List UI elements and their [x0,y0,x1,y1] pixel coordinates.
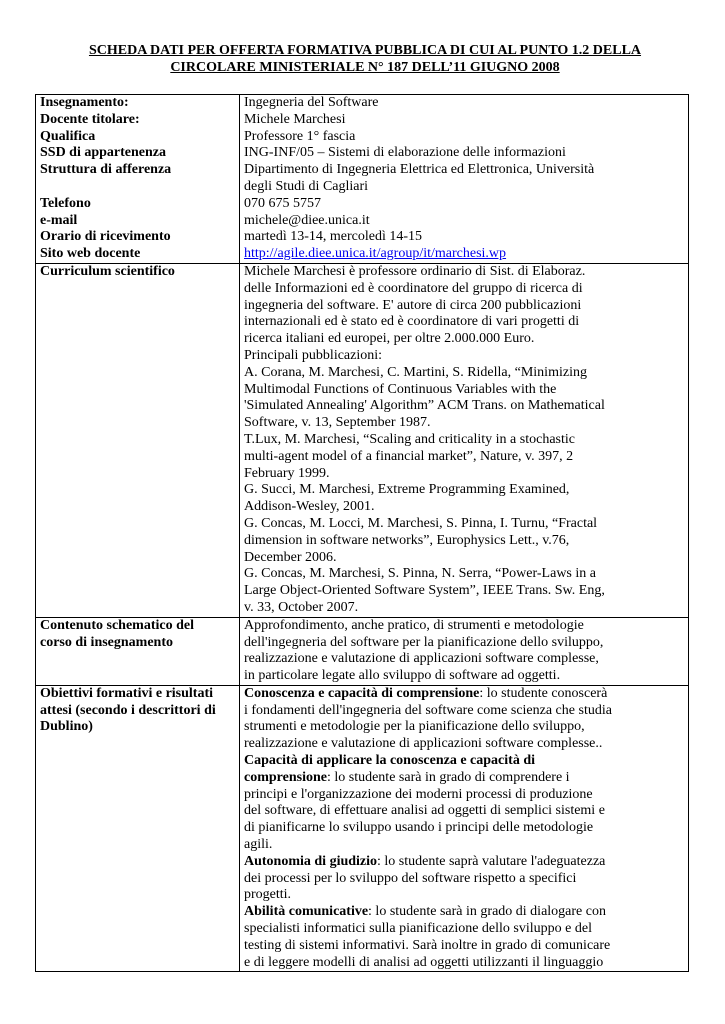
capacita-text: : lo studente sarà in grado di comprendere i [326,769,570,785]
curriculum-line: ricerca italiani ed europei, per oltre 2.000.000 Euro. [244,331,535,347]
capacita-line: agili. [244,837,273,853]
autonomia-text: : lo studente saprà valutare l'adeguatezza [377,853,606,869]
label-obiettivi-2: attesi (secondo i descrittori di [40,702,216,718]
abilita-line: testing di sistemi informativi. Sarà inoltre in grado di comunicare [244,937,611,953]
curriculum-label-cell [36,263,240,617]
conoscenza-line: i fondamenti dell'ingegneria del software come scienza che studia [244,702,612,718]
title-line-2: CIRCOLARE MINISTERIALE N° 187 DELL’11 GIUGNO 2008 [170,60,560,75]
label-qualifica: Qualifica [40,128,96,144]
curriculum-line: T.Lux, M. Marchesi, “Scaling and criticality in a stochastic [244,431,575,447]
contenuto-line: dell'ingegneria del software per la pianificazione dello sviluppo, [244,634,604,650]
value-struttura-1: Dipartimento di Ingegneria Elettrica ed Elettronica, Università [244,162,595,178]
curriculum-line: February 1999. [244,465,330,481]
label-curriculum: Curriculum scientifico [40,263,175,279]
capacita-line: di pianificarne lo sviluppo usando i principi delle metodologie [244,820,594,836]
capacita-heading-2: comprensione [244,769,327,785]
contenuto-label-cell [36,617,240,685]
capacita-first-line [244,770,685,787]
conoscenza-text: : lo studente conoscerà [479,685,608,701]
label-contenuto-1: Contenuto schematico del [40,617,194,633]
capacita-heading-line-1 [244,753,685,770]
label-struttura: Struttura di afferenza [40,162,172,178]
obiettivi-row [36,685,689,972]
capacita-heading-1: Capacità di applicare la conoscenza e capacità di [244,753,535,769]
curriculum-line: G. Succi, M. Marchesi, Extreme Programming Examined, [244,482,570,498]
abilita-heading: Abilità comunicative [244,904,369,920]
curriculum-row [36,263,689,617]
curriculum-line: Software, v. 13, September 1987. [244,415,431,431]
contenuto-row [36,617,689,685]
autonomia-line: dei processi per lo sviluppo del software rispetto a specifici [244,870,577,886]
contenuto-line: realizzazione e valutazione di applicazioni software complesse, [244,651,599,667]
curriculum-line: Principali pubblicazioni: [244,347,383,363]
label-ssd: SSD di appartenenza [40,145,167,161]
curriculum-line: December 2006. [244,549,337,565]
value-sito-wrap [244,246,685,263]
title-line-1: SCHEDA DATI PER OFFERTA FORMATIVA PUBBLICA DI CUI AL PUNTO 1.2 DELLA [88,43,642,58]
curriculum-line: multi-agent model of a financial market”, Nature, v. 397, 2 [244,448,574,464]
curriculum-line: ingegneria del software. E' autore di circa 200 pubblicazioni [244,297,582,313]
label-insegnamento: Insegnamento: [40,95,129,110]
obiettivi-label-cell [36,685,240,972]
curriculum-line: A. Corana, M. Marchesi, C. Martini, S. Ridella, “Minimizing [244,364,587,380]
label-obiettivi-1: Obiettivi formativi e risultati [40,685,214,701]
curriculum-line: v. 33, October 2007. [244,599,359,615]
capacita-line: del software, di effettuare analisi ad oggetti di semplici sistemi e [244,803,605,819]
abilita-first-line [244,904,685,921]
label-telefono: Telefono [40,195,91,211]
course-data-table [35,94,689,972]
website-link[interactable]: http://agile.diee.unica.it/agroup/it/marchesi.wp [244,246,507,262]
info-row [36,95,689,264]
contenuto-line: in particolare legate allo sviluppo di software ad oggetti. [244,668,561,684]
autonomia-first-line [244,854,685,871]
curriculum-line: G. Concas, M. Locci, M. Marchesi, S. Pinna, I. Turnu, “Fractal [244,515,598,531]
abilita-line: specialisti informatici sulla pianificazione dello sviluppo e del [244,921,592,937]
value-email: michele@diee.unica.it [244,212,370,228]
conoscenza-line: strumenti e metodologie per la pianificazione dello sviluppo, [244,719,585,735]
value-docente: Michele Marchesi [244,111,346,127]
autonomia-heading: Autonomia di giudizio [244,853,378,869]
abilita-line: e di leggere modelli di analisi ad oggetti utilizzanti il linguaggio [244,954,604,970]
label-spacer [40,179,236,196]
curriculum-line: Large Object-Oriented Software System”, IEEE Trans. Sw. Eng, [244,583,605,599]
value-ssd: ING-INF/05 – Sistemi di elaborazione delle informazioni [244,145,566,161]
autonomia-line: progetti. [244,887,292,903]
curriculum-line: internazionali ed è stato ed è coordinatore di vari progetti di [244,314,580,330]
conoscenza-first-line [244,686,685,703]
label-docente: Docente titolare: [40,111,140,127]
curriculum-line: 'Simulated Annealing' Algorithm” ACM Trans. on Mathematical [244,398,605,414]
curriculum-line: Addison-Wesley, 2001. [244,499,375,515]
curriculum-line: delle Informazioni ed è coordinatore del gruppo di ricerca di [244,280,583,296]
conoscenza-heading: Conoscenza e capacità di comprensione [244,685,480,701]
label-orario: Orario di ricevimento [40,229,171,245]
info-labels-cell [36,95,240,264]
curriculum-line: Multimodal Functions of Continuous Variables with the [244,381,557,397]
info-values-cell [240,95,689,264]
value-telefono: 070 675 5757 [244,195,321,211]
curriculum-value-cell [240,263,689,617]
label-contenuto-2: corso di insegnamento [40,634,173,650]
label-email: e-mail [40,212,78,228]
label-sito: Sito web docente [40,246,141,262]
value-struttura-2: degli Studi di Cagliari [244,178,369,194]
value-qualifica: Professore 1° fascia [244,128,356,144]
conoscenza-line: realizzazione e valutazione di applicazioni software complesse.. [244,736,603,752]
label-obiettivi-3: Dublino) [40,719,93,735]
contenuto-value-cell [240,617,689,685]
curriculum-line: Michele Marchesi è professore ordinario di Sist. di Elaboraz. [244,263,586,279]
contenuto-line: Approfondimento, anche pratico, di strumenti e metodologie [244,617,584,633]
value-orario: martedì 13-14, mercoledì 14-15 [244,229,423,245]
document-title [40,42,690,76]
value-insegnamento: Ingegneria del Software [244,95,379,110]
curriculum-line: dimension in software networks”, Europhysics Lett., v.76, [244,532,570,548]
curriculum-line: G. Concas, M. Marchesi, S. Pinna, N. Serra, “Power-Laws in a [244,566,596,582]
capacita-line: principi e l'organizzazione dei moderni processi di produzione [244,786,593,802]
obiettivi-value-cell [240,685,689,972]
abilita-text: : lo studente sarà in grado di dialogare con [368,904,606,920]
